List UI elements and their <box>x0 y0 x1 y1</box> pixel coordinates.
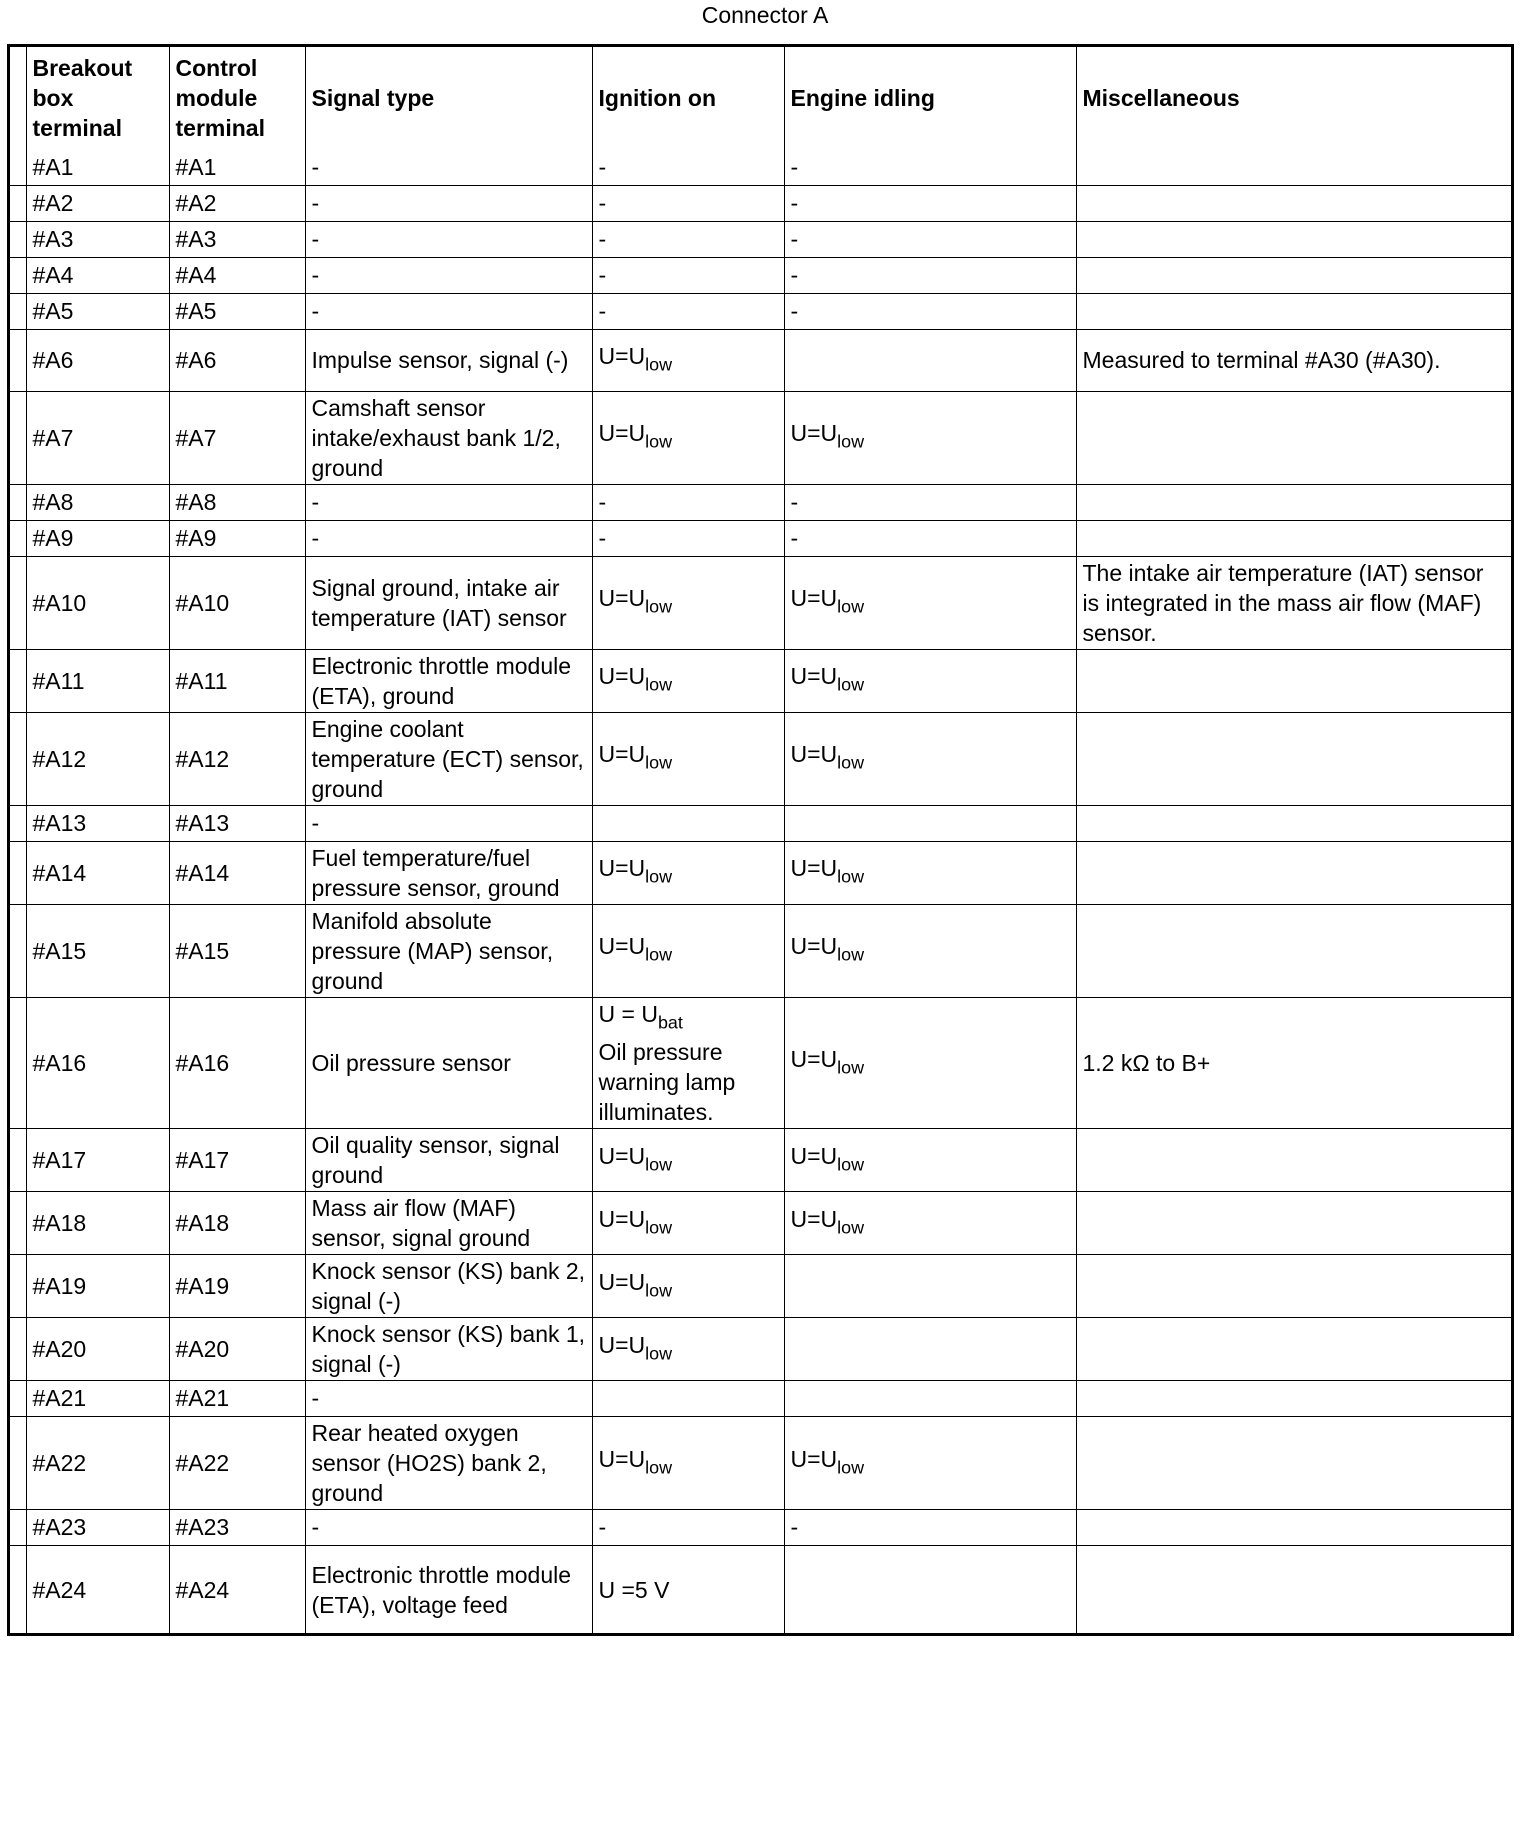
cell-miscellaneous <box>1076 185 1511 221</box>
cell-signal-type: Signal ground, intake air temperature (IAT) sensor <box>305 556 592 649</box>
cell-breakout-terminal: #A5 <box>26 293 169 329</box>
cell-engine-idling <box>784 1416 1076 1509</box>
cell-engine-idling <box>784 221 1076 257</box>
cell-control-module-terminal: #A23 <box>169 1509 305 1545</box>
cell-control-module-terminal: #A16 <box>169 997 305 1128</box>
row-gutter <box>10 1254 26 1317</box>
cell-miscellaneous <box>1076 1380 1511 1416</box>
table-row <box>10 149 1511 185</box>
table-row <box>10 221 1511 257</box>
table-row <box>10 1128 1511 1191</box>
row-gutter <box>10 329 26 391</box>
cell-breakout-terminal: #A12 <box>26 712 169 805</box>
cell-breakout-terminal: #A20 <box>26 1317 169 1380</box>
table-row <box>10 556 1511 649</box>
cell-signal-type: Camshaft sensor intake/exhaust bank 1/2, ground <box>305 391 592 484</box>
cell-engine-idling <box>784 1317 1076 1380</box>
voltage-value: $U=U_{low}$ <box>790 1445 865 1477</box>
voltage-subscript: low <box>645 431 673 452</box>
cell-miscellaneous <box>1076 649 1511 712</box>
cell-control-module-terminal: #A8 <box>169 484 305 520</box>
cell-signal-type: - <box>305 149 592 185</box>
cell-engine-idling <box>784 520 1076 556</box>
voltage-subscript: low <box>645 944 673 965</box>
cell-miscellaneous <box>1076 1128 1511 1191</box>
cell-miscellaneous <box>1076 805 1511 841</box>
voltage-value: $U=U_{low}$ <box>790 855 865 887</box>
cell-breakout-terminal: #A8 <box>26 484 169 520</box>
table-row <box>10 484 1511 520</box>
cell-signal-type: Manifold absolute pressure (MAP) sensor, ground <box>305 904 592 997</box>
row-gutter <box>10 1509 26 1545</box>
cell-breakout-terminal: #A17 <box>26 1128 169 1191</box>
voltage-value: $U = U_{bat}$ <box>598 1000 683 1032</box>
cell-ignition-on <box>592 841 784 904</box>
cell-engine-idling <box>784 149 1076 185</box>
voltage-subscript: low <box>645 1342 673 1363</box>
cell-breakout-terminal: #A13 <box>26 805 169 841</box>
cell-text-line: - <box>598 298 607 324</box>
row-gutter <box>10 149 26 185</box>
table-row <box>10 1545 1511 1633</box>
cell-text-line: - <box>790 525 799 551</box>
cell-signal-type: Oil pressure sensor <box>305 997 592 1128</box>
cell-control-module-terminal: #A9 <box>169 520 305 556</box>
cell-ignition-on <box>592 997 784 1128</box>
table-row <box>10 649 1511 712</box>
cell-text-line: - <box>790 489 799 515</box>
voltage-value: $U=U_{low}$ <box>790 1045 865 1077</box>
table-row <box>10 712 1511 805</box>
voltage-value: $U=U_{low}$ <box>790 1205 865 1237</box>
cell-engine-idling <box>784 257 1076 293</box>
cell-control-module-terminal: #A19 <box>169 1254 305 1317</box>
cell-text-line: - <box>598 489 607 515</box>
cell-control-module-terminal: #A15 <box>169 904 305 997</box>
cell-control-module-terminal: #A1 <box>169 149 305 185</box>
cell-signal-type: - <box>305 293 592 329</box>
cell-ignition-on <box>592 391 784 484</box>
voltage-value: $U=U_{low}$ <box>790 933 865 965</box>
cell-breakout-terminal: #A4 <box>26 257 169 293</box>
cell-text-line: - <box>790 262 799 288</box>
cell-signal-type: Engine coolant temperature (ECT) sensor, ground <box>305 712 592 805</box>
cell-miscellaneous <box>1076 221 1511 257</box>
cell-signal-type: Fuel temperature/fuel pressure sensor, ground <box>305 841 592 904</box>
cell-miscellaneous <box>1076 293 1511 329</box>
cell-signal-type: Rear heated oxygen sensor (HO2S) bank 2, ground <box>305 1416 592 1509</box>
voltage-subscript: low <box>645 1279 673 1300</box>
row-gutter <box>10 1128 26 1191</box>
cell-breakout-terminal: #A24 <box>26 1545 169 1633</box>
cell-text-line: U =5 V <box>598 1576 670 1603</box>
cell-ignition-on <box>592 1545 784 1633</box>
cell-signal-type: - <box>305 1380 592 1416</box>
cell-text-line: - <box>598 525 607 551</box>
cell-text-line: - <box>598 262 607 288</box>
cell-miscellaneous <box>1076 1317 1511 1380</box>
voltage-subscript: low <box>837 866 865 887</box>
cell-signal-type: - <box>305 185 592 221</box>
connector-table <box>10 47 1511 1633</box>
voltage-value: $U=U_{low}$ <box>598 1268 673 1300</box>
voltage-subscript: low <box>837 674 865 695</box>
voltage-subscript: low <box>645 1153 673 1174</box>
cell-miscellaneous <box>1076 1509 1511 1545</box>
cell-miscellaneous: Measured to terminal #A30 (#A30). <box>1076 329 1511 391</box>
cell-breakout-terminal: #A19 <box>26 1254 169 1317</box>
cell-control-module-terminal: #A7 <box>169 391 305 484</box>
cell-text-line: - <box>790 1514 799 1541</box>
cell-signal-type: - <box>305 520 592 556</box>
header-ignition-on: Ignition on <box>592 47 784 149</box>
cell-engine-idling <box>784 997 1076 1128</box>
cell-ignition-on <box>592 712 784 805</box>
cell-signal-type: Knock sensor (KS) bank 2, signal (-) <box>305 1254 592 1317</box>
cell-signal-type: - <box>305 1509 592 1545</box>
cell-control-module-terminal: #A3 <box>169 221 305 257</box>
voltage-subscript: low <box>645 596 673 617</box>
table-row <box>10 257 1511 293</box>
cell-control-module-terminal: #A4 <box>169 257 305 293</box>
table-caption: Connector A <box>701 2 829 28</box>
voltage-value: $U=U_{low}$ <box>790 1142 865 1174</box>
row-gutter <box>10 47 26 149</box>
header-signal-type: Signal type <box>305 47 592 149</box>
cell-miscellaneous <box>1076 1545 1511 1633</box>
voltage-subscript: low <box>837 944 865 965</box>
table-row <box>10 1416 1511 1509</box>
voltage-subscript: low <box>837 431 865 452</box>
table-header-row <box>10 47 1511 149</box>
row-gutter <box>10 1545 26 1633</box>
cell-text-line: - <box>598 1514 607 1541</box>
cell-breakout-terminal: #A23 <box>26 1509 169 1545</box>
cell-engine-idling <box>784 329 1076 391</box>
table-row <box>10 391 1511 484</box>
cell-control-module-terminal: #A13 <box>169 805 305 841</box>
cell-breakout-terminal: #A10 <box>26 556 169 649</box>
voltage-subscript: bat <box>657 1011 683 1032</box>
cell-breakout-terminal: #A14 <box>26 841 169 904</box>
cell-breakout-terminal: #A9 <box>26 520 169 556</box>
cell-signal-type: Electronic throttle module (ETA), ground <box>305 649 592 712</box>
row-gutter <box>10 221 26 257</box>
cell-breakout-terminal: #A6 <box>26 329 169 391</box>
cell-text-line: Oil pressure warning lamp illuminates. <box>598 1038 736 1125</box>
cell-ignition-on <box>592 805 784 841</box>
cell-ignition-on <box>592 185 784 221</box>
voltage-value: $U=U_{low}$ <box>598 1205 673 1237</box>
cell-engine-idling <box>784 1128 1076 1191</box>
cell-breakout-terminal: #A3 <box>26 221 169 257</box>
table-row <box>10 1509 1511 1545</box>
cell-engine-idling <box>784 1380 1076 1416</box>
cell-ignition-on <box>592 221 784 257</box>
voltage-value: $U=U_{low}$ <box>598 1142 673 1174</box>
cell-control-module-terminal: #A22 <box>169 1416 305 1509</box>
voltage-value: $U=U_{low}$ <box>598 855 673 887</box>
header-miscellaneous: Miscellaneous <box>1076 47 1511 149</box>
cell-control-module-terminal: #A17 <box>169 1128 305 1191</box>
cell-engine-idling <box>784 185 1076 221</box>
cell-miscellaneous <box>1076 520 1511 556</box>
cell-signal-type: Oil quality sensor, signal ground <box>305 1128 592 1191</box>
voltage-subscript: low <box>645 1216 673 1237</box>
voltage-value: $U=U_{low}$ <box>598 1331 673 1363</box>
cell-signal-type: Knock sensor (KS) bank 1, signal (-) <box>305 1317 592 1380</box>
cell-control-module-terminal: #A2 <box>169 185 305 221</box>
row-gutter <box>10 257 26 293</box>
cell-ignition-on <box>592 904 784 997</box>
cell-miscellaneous: The intake air temperature (IAT) sensor is integrated in the mass air flow (MAF) sensor. <box>1076 556 1511 649</box>
cell-text-line: - <box>790 190 799 216</box>
table-row <box>10 805 1511 841</box>
cell-control-module-terminal: #A24 <box>169 1545 305 1633</box>
table-row <box>10 293 1511 329</box>
voltage-value: $U=U_{low}$ <box>598 342 673 375</box>
cell-breakout-terminal: #A16 <box>26 997 169 1128</box>
cell-ignition-on <box>592 1509 784 1545</box>
cell-engine-idling <box>784 391 1076 484</box>
cell-ignition-on <box>592 293 784 329</box>
cell-engine-idling <box>784 1254 1076 1317</box>
cell-ignition-on <box>592 520 784 556</box>
cell-breakout-terminal: #A22 <box>26 1416 169 1509</box>
cell-ignition-on <box>592 149 784 185</box>
cell-control-module-terminal: #A18 <box>169 1191 305 1254</box>
cell-control-module-terminal: #A6 <box>169 329 305 391</box>
cell-ignition-on <box>592 1254 784 1317</box>
cell-miscellaneous: 1.2 kΩ to B+ <box>1076 997 1511 1128</box>
row-gutter <box>10 520 26 556</box>
voltage-subscript: low <box>837 752 865 773</box>
cell-control-module-terminal: #A20 <box>169 1317 305 1380</box>
row-gutter <box>10 805 26 841</box>
cell-ignition-on <box>592 1191 784 1254</box>
cell-engine-idling <box>784 712 1076 805</box>
cell-control-module-terminal: #A14 <box>169 841 305 904</box>
cell-text-line: - <box>790 298 799 324</box>
voltage-value: $U=U_{low}$ <box>598 663 673 695</box>
voltage-value: $U=U_{low}$ <box>790 741 865 773</box>
cell-control-module-terminal: #A21 <box>169 1380 305 1416</box>
row-gutter <box>10 649 26 712</box>
cell-engine-idling <box>784 1191 1076 1254</box>
cell-ignition-on <box>592 1416 784 1509</box>
row-gutter <box>10 1380 26 1416</box>
cell-signal-type: - <box>305 484 592 520</box>
cell-miscellaneous <box>1076 1191 1511 1254</box>
cell-engine-idling <box>784 556 1076 649</box>
cell-signal-type: Mass air flow (MAF) sensor, signal ground <box>305 1191 592 1254</box>
cell-engine-idling <box>784 1545 1076 1633</box>
cell-text-line: - <box>598 226 607 252</box>
table-row <box>10 1191 1511 1254</box>
cell-control-module-terminal: #A12 <box>169 712 305 805</box>
cell-text-line: - <box>790 226 799 252</box>
voltage-value: $U=U_{low}$ <box>598 741 673 773</box>
row-gutter <box>10 1317 26 1380</box>
cell-miscellaneous <box>1076 391 1511 484</box>
table-body <box>10 149 1511 1633</box>
table-row <box>10 841 1511 904</box>
voltage-subscript: low <box>645 674 673 695</box>
row-gutter <box>10 841 26 904</box>
row-gutter <box>10 484 26 520</box>
cell-engine-idling <box>784 805 1076 841</box>
cell-engine-idling <box>784 649 1076 712</box>
row-gutter <box>10 904 26 997</box>
cell-breakout-terminal: #A21 <box>26 1380 169 1416</box>
row-gutter <box>10 997 26 1128</box>
cell-breakout-terminal: #A15 <box>26 904 169 997</box>
cell-engine-idling <box>784 904 1076 997</box>
cell-engine-idling <box>784 293 1076 329</box>
voltage-subscript: low <box>837 1153 865 1174</box>
table-row <box>10 904 1511 997</box>
cell-breakout-terminal: #A11 <box>26 649 169 712</box>
cell-miscellaneous <box>1076 1254 1511 1317</box>
voltage-subscript: low <box>645 1456 673 1477</box>
cell-engine-idling <box>784 841 1076 904</box>
voltage-value: $U=U_{low}$ <box>598 585 673 617</box>
cell-miscellaneous <box>1076 712 1511 805</box>
voltage-value: $U=U_{low}$ <box>598 420 673 452</box>
connector-table-frame <box>7 44 1514 1636</box>
cell-signal-type: Electronic throttle module (ETA), voltage feed <box>305 1545 592 1633</box>
cell-control-module-terminal: #A11 <box>169 649 305 712</box>
voltage-value: $U=U_{low}$ <box>790 663 865 695</box>
cell-miscellaneous <box>1076 484 1511 520</box>
cell-text-line: - <box>598 190 607 216</box>
table-row <box>10 1317 1511 1380</box>
cell-control-module-terminal: #A10 <box>169 556 305 649</box>
cell-ignition-on <box>592 329 784 391</box>
header-breakout-box-terminal: Breakout box terminal <box>26 47 169 149</box>
voltage-subscript: low <box>645 866 673 887</box>
cell-signal-type: - <box>305 221 592 257</box>
voltage-subscript: low <box>837 1456 865 1477</box>
voltage-subscript: low <box>837 1216 865 1237</box>
row-gutter <box>10 556 26 649</box>
voltage-subscript: low <box>645 354 673 375</box>
table-row <box>10 1380 1511 1416</box>
cell-ignition-on <box>592 1128 784 1191</box>
cell-ignition-on <box>592 556 784 649</box>
cell-breakout-terminal: #A1 <box>26 149 169 185</box>
row-gutter <box>10 1416 26 1509</box>
row-gutter <box>10 391 26 484</box>
voltage-value: $U=U_{low}$ <box>598 933 673 965</box>
cell-miscellaneous <box>1076 841 1511 904</box>
cell-signal-type: Impulse sensor, signal (-) <box>305 329 592 391</box>
voltage-value: $U=U_{low}$ <box>790 420 865 452</box>
cell-breakout-terminal: #A7 <box>26 391 169 484</box>
cell-ignition-on <box>592 649 784 712</box>
voltage-subscript: low <box>837 596 865 617</box>
voltage-subscript: low <box>645 752 673 773</box>
cell-engine-idling <box>784 484 1076 520</box>
voltage-value: $U=U_{low}$ <box>598 1445 673 1477</box>
cell-engine-idling <box>784 1509 1076 1545</box>
cell-breakout-terminal: #A18 <box>26 1191 169 1254</box>
table-row <box>10 997 1511 1128</box>
cell-ignition-on <box>592 257 784 293</box>
cell-signal-type: - <box>305 805 592 841</box>
cell-ignition-on <box>592 1380 784 1416</box>
cell-miscellaneous <box>1076 149 1511 185</box>
cell-text-line: - <box>598 153 607 180</box>
row-gutter <box>10 1191 26 1254</box>
header-control-module-terminal: Control module terminal <box>169 47 305 149</box>
cell-text-line: - <box>790 153 799 180</box>
cell-miscellaneous <box>1076 257 1511 293</box>
table-row <box>10 329 1511 391</box>
cell-ignition-on <box>592 484 784 520</box>
row-gutter <box>10 712 26 805</box>
row-gutter <box>10 293 26 329</box>
header-engine-idling: Engine idling <box>784 47 1076 149</box>
table-row <box>10 185 1511 221</box>
row-gutter <box>10 185 26 221</box>
voltage-value: $U=U_{low}$ <box>790 585 865 617</box>
cell-ignition-on <box>592 1317 784 1380</box>
cell-miscellaneous <box>1076 1416 1511 1509</box>
voltage-subscript: low <box>837 1056 865 1077</box>
cell-breakout-terminal: #A2 <box>26 185 169 221</box>
cell-control-module-terminal: #A5 <box>169 293 305 329</box>
cell-miscellaneous <box>1076 904 1511 997</box>
table-row <box>10 520 1511 556</box>
cell-signal-type: - <box>305 257 592 293</box>
table-row <box>10 1254 1511 1317</box>
